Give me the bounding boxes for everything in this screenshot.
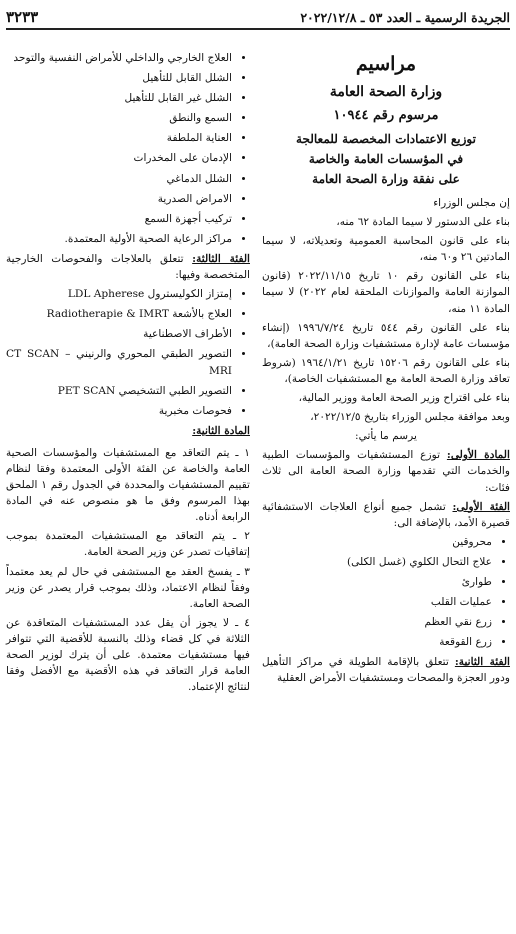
- list-item: • مراكز الرعاية الصحية الأولية المعتمدة.: [6, 231, 232, 247]
- left-column: [6, 50, 250, 698]
- list-item: • طوارئ: [262, 574, 492, 590]
- list-item: • الشلل الدماغي: [6, 171, 232, 187]
- category-3: [6, 251, 250, 283]
- list-item: • عمليات القلب: [262, 594, 492, 610]
- list-item: • إمتزاز الكوليسترول LDL Apherese: [6, 286, 232, 302]
- category-2-list: [6, 50, 250, 247]
- page-number: ٣٢٣٣: [6, 8, 39, 26]
- preamble-line: بناء على القانون رقم ١٥٢٠٦ تاريخ ١٩٦٤/١/٢١ (شروط تعاقد وزارة الصحة العامة مع المستشفيات الخاصة)،: [262, 356, 510, 385]
- list-item: • الشلل غير القابل للتأهيل: [6, 90, 232, 106]
- article-2-para: ٤ ـ لا يجوز أن يقل عدد المستشفيات المتعاقدة عن الثلاثة في كل قضاء وذلك بالنسبة للأقضية التي تتوافر فيها مستشفيات معتمدة. على أن يترك لوزير الصحة العامة قرار التعاقد في هذه الأقضية مع الأفضل وفقا لنتائج الإعتماد.: [6, 616, 250, 694]
- category-2-text: تتعلق بالإقامة الطويلة في مراكز التأهيل ودور العجزة والمصحات ومستشفيات الأمراض العقلية: [262, 656, 510, 685]
- category-1: [262, 499, 510, 531]
- preamble-line: بناء على قانون المحاسبة العمومية وتعديلاته، لا سيما المادتين ٢٦ و٦٠ منه،: [262, 235, 510, 264]
- list-item: • محروقين: [262, 534, 492, 550]
- list-item: • تركيب أجهزة السمع: [6, 211, 232, 227]
- category-2: [262, 654, 510, 686]
- section-title: مراسيم: [355, 53, 417, 75]
- list-item: • الأطراف الاصطناعية: [6, 326, 232, 342]
- decrees-line: يرسم ما يأتي:: [355, 430, 417, 443]
- article-2-label: المادة الثانية:: [192, 424, 250, 437]
- list-item: • زرع نقي العظم: [262, 614, 492, 630]
- list-item: • العلاج الخارجي والداخلي للأمراض النفسية والتوحد: [6, 50, 232, 66]
- category-3-label: الفئة الثالثة:: [192, 252, 250, 265]
- list-item: • السمع والنطق: [6, 110, 232, 126]
- list-item: • التصوير الطبقي المحوري والرنيني CT SCAN – MRI: [6, 346, 232, 378]
- decree-subject-2: في المؤسسات العامة والخاصة: [308, 152, 464, 166]
- category-3-list: [6, 286, 250, 419]
- category-1-list: [262, 534, 510, 651]
- decree-subject-1: توزيع الاعتمادات المخصصة للمعالجة: [296, 132, 476, 146]
- preamble-line: إن مجلس الوزراء: [433, 197, 510, 209]
- list-item: • العلاج بالأشعة Radiotherapie & IMRT: [6, 306, 232, 322]
- page-header: [6, 6, 510, 30]
- preamble-line: بناء على اقتراح وزير الصحة العامة ووزير المالية،: [298, 392, 510, 405]
- preamble-line: وبعد موافقة مجلس الوزراء بتاريخ ٢٠٢٢/١٢/٥،: [310, 411, 510, 424]
- ministry-title: وزارة الصحة العامة: [329, 84, 443, 100]
- list-item: • الامراض الصدرية: [6, 191, 232, 207]
- category-1-text: تشمل جميع أنواع العلاجات الاستشفائية قصيرة الأمد، بالإضافة الى:: [262, 500, 510, 529]
- article-2-para: ٢ ـ يتم التعاقد مع المستشفيات المعتمدة بموجب إتفاقيات تصدر عن وزير الصحة العامة.: [6, 530, 250, 559]
- article-1: [262, 447, 510, 495]
- list-item: • علاج التحال الكلوي (غسل الكلى): [262, 554, 492, 570]
- category-2-label: الفئة الثانية:: [454, 656, 510, 669]
- preamble-line: بناء على القانون رقم ١٠ تاريخ ٢٠٢٢/١١/١٥ (قانون الموازنة العامة والموازنات الملحقة لعام ٢٠٢٢) لا سيما المادة ١١ منه،: [262, 270, 510, 315]
- right-column: [262, 52, 510, 690]
- decree-subject-3: على نفقة وزارة الصحة العامة: [312, 172, 460, 186]
- article-2-para: ١ ـ يتم التعاقد مع المستشفيات والمؤسسات الصحية العامة والخاصة عن الفئة الأولى المعتمدة وفقا لنظام تقييم المستشفيات والمحددة في الجدول رقم ١ الملحق بهذا المرسوم وفق ما هو منصوص عنه في المادة الرابعة أدناه.: [6, 446, 251, 524]
- list-item: • العناية الملطفة: [6, 130, 232, 146]
- article-1-label: المادة الأولى:: [446, 449, 510, 462]
- category-3-text: تتعلق بالعلاجات والفحوصات الخارجية المتخصصة وفيها:: [6, 252, 250, 282]
- article-1-text: توزع المستشفيات والمؤسسات الطبية والخدمات التي تقدمها وزارة الصحة العامة الى ثلاث فئات:: [262, 449, 510, 494]
- preamble-line: بناء على القانون رقم ٥٤٤ تاريخ ١٩٩٦/٧/٢٤ (إنشاء مؤسسات عامة لإدارة مستشفيات وزارة الصحة العامة)،: [262, 321, 510, 350]
- list-item: • الإدمان على المخدرات: [6, 150, 232, 166]
- preamble-line: بناء على الدستور لا سيما المادة ٦٢ منه،: [336, 216, 510, 229]
- list-item: • فحوصات مخبرية: [6, 403, 232, 419]
- category-1-label: الفئة الأولى:: [452, 500, 510, 513]
- gazette-title: الجريدة الرسمية ـ العدد ٥٣ ـ ٢٠٢٢/١٢/٨: [300, 9, 510, 25]
- list-item: • الشلل القابل للتأهيل: [6, 70, 232, 86]
- article-2-para: ٣ ـ يفسخ العقد مع المستشفى في حال لم يعد معتمداً وفقاً لنظام الاعتماد، وذلك بموجب قرار يصدر عن وزير الصحة العامة.: [6, 565, 250, 610]
- list-item: • زرع القوقعة: [262, 634, 492, 650]
- decree-number: مرسوم رقم ١٠٩٤٤: [333, 108, 439, 123]
- list-item: • التصوير الطبي التشخيصي PET SCAN: [6, 383, 232, 399]
